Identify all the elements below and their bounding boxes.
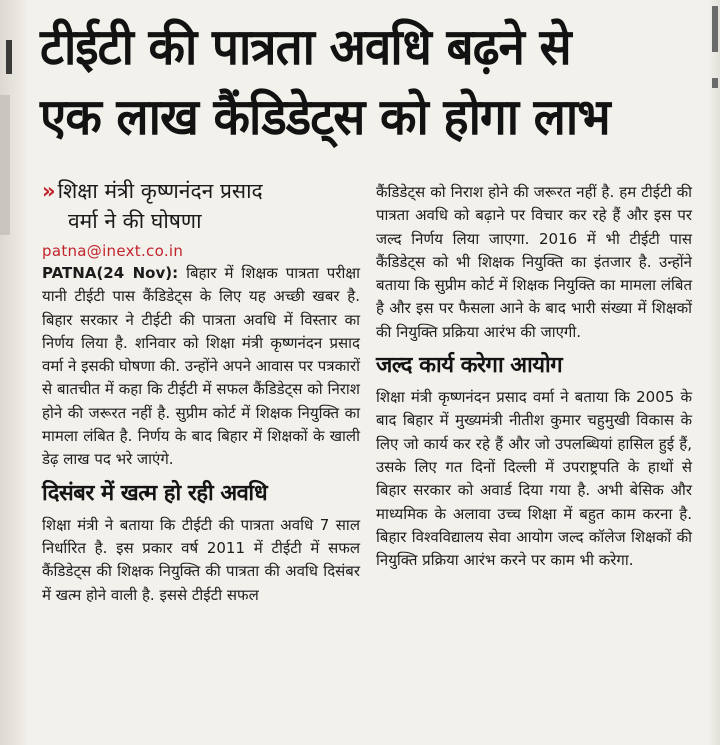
fold-shadow xyxy=(0,95,10,235)
left-paragraph-1 xyxy=(42,262,360,472)
section-heading-left: दिसंबर में खत्म हो रही अवधि xyxy=(42,480,268,506)
page-fold-left xyxy=(0,0,28,745)
fold-mark-right-small xyxy=(712,78,718,88)
headline-line-1: टीईटी की पात्रता अवधि बढ़ने से xyxy=(40,18,571,76)
left-paragraph-1-text: बिहार में शिक्षक पात्रता परीक्षा यानी टीईटी पास कैंडिडेट्स के लिए यह अच्छी खबर है. बिहार सरकार ने टीईटी की पात्रता अवधि में विस्तार का निर्णय लिया है. शनिवार को शिक्षा मंत्री कृष्णनंदन प्रसाद वर्मा ने इसकी घोषणा की. उन्होंने अपने आवास पर पत्रकारों से बातचीत में कहा कि टीईटी में सफल कैंडिडेट्स को निराश होने की जरूरत नहीं है. सुप्रीम कोर्ट में शिक्षक नियुक्ति का मामला लंबित है. निर्णय के बाद बिहार में शिक्षकों के खाली डेढ़ लाख पद भरे जाएंगे. xyxy=(42,264,360,469)
subhead-line-2: वर्मा ने की घोषणा xyxy=(68,209,202,233)
chevron-right-icon: » xyxy=(42,179,52,203)
subhead-line-1: शिक्षा मंत्री कृष्णनंदन प्रसाद xyxy=(57,179,263,203)
fold-mark xyxy=(6,40,12,74)
headline-line-2: एक लाख कैंडिडेट्स को होगा लाभ xyxy=(40,88,610,146)
right-column xyxy=(376,181,692,572)
right-paragraph-1: कैंडिडेट्स को निराश होने की जरूरत नहीं है. हम टीईटी की पात्रता अवधि को बढ़ाने पर विचार कर रहे हैं और इस पर जल्द निर्णय लिया जाएगा. 2016 में भी टीईटी पास कैंडिडेट्स को भी शिक्षक नियुक्ति का इंतजार है. उन्होंने बताया कि सुप्रीम कोर्ट में शिक्षक नियुक्ति का मामला लंबित है और इस पर फैसला आने के बाद भारी संख्या में शिक्षकों की नियुक्ति प्रक्रिया आरंभ की जाएगी. xyxy=(376,183,692,341)
byline-email: patna@inext.co.in xyxy=(42,242,184,260)
article-headline xyxy=(40,14,710,150)
left-column xyxy=(42,176,360,607)
fold-mark-right xyxy=(712,6,718,52)
left-paragraph-2: शिक्षा मंत्री ने बताया कि टीईटी की पात्रता अवधि 7 साल निर्धारित है. इस प्रकार वर्ष 2011 में टीईटी में सफल कैंडिडेट्स की शिक्षक नियुक्ति की पात्रता की अवधि दिसंबर में खत्म होने वाली है. इससे टीईटी सफल xyxy=(42,515,360,604)
section-heading-right: जल्द कार्य करेगा आयोग xyxy=(376,353,563,379)
subheadline xyxy=(42,176,360,236)
right-paragraph-2: शिक्षा मंत्री कृष्णनंदन प्रसाद वर्मा ने बताया कि 2005 के बाद बिहार में मुख्यमंत्री नीतीश कुमार चहुमुखी विकास के लिए जो कार्य कर रहे हैं और जो उपलब्धियां हासिल हुई हैं, उसके लिए गत दिनों दिल्ली में उपराष्ट्रपति के हाथों से बिहार सरकार को अवार्ड दिया गया है. अभी बेसिक और माध्यमिक के अलावा उच्च शिक्षा में बहुत काम करना है. बिहार विश्वविद्यालय सेवा आयोग जल्द कॉलेज शिक्षकों की नियुक्ति प्रक्रिया आरंभ करने पर काम भी करेगा. xyxy=(376,388,692,570)
dateline: PATNA(24 Nov): xyxy=(42,264,179,282)
